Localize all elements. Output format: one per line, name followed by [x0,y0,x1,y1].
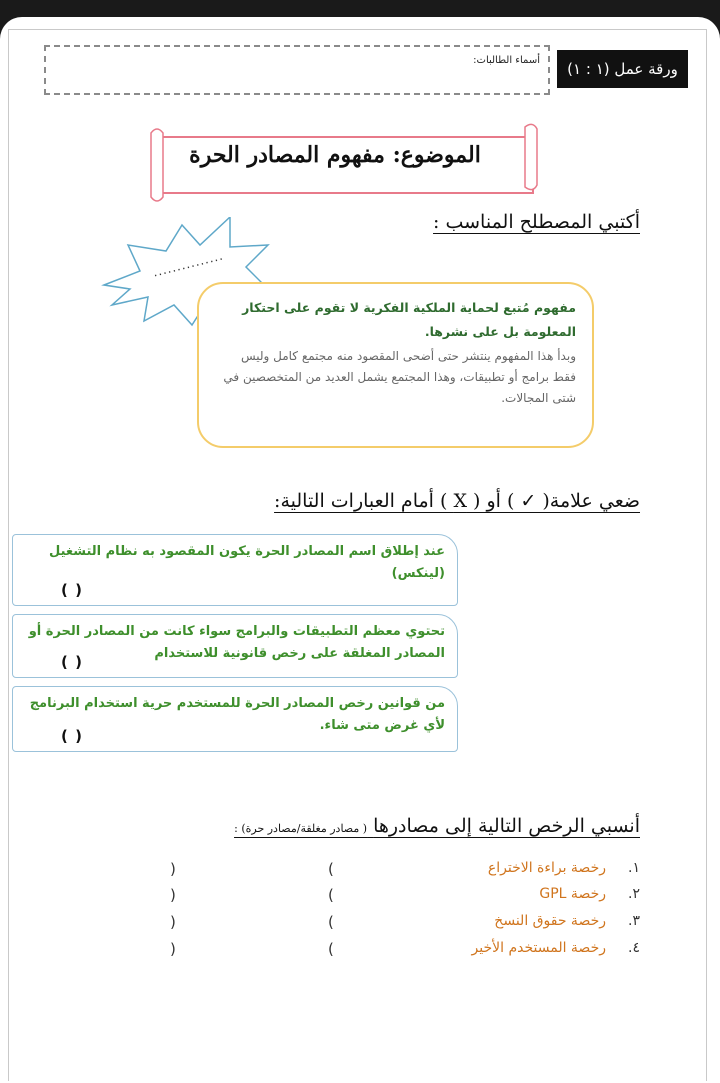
answer-blank: ............... [151,248,225,280]
license-name: رخصة براءة الاختراع [487,860,606,876]
license-number: ٤. [628,940,640,956]
answer-parentheses[interactable]: ( ) [61,727,83,745]
answer-paren-open[interactable]: ( [170,940,176,958]
page-title: الموضوع: مفهوم المصادر الحرة [189,142,481,168]
license-number: ٣. [628,913,640,929]
section3-heading [234,815,640,837]
answer-parentheses[interactable]: ( ) [61,581,83,599]
license-name: رخصة GPL [539,886,606,902]
license-name: رخصة المستخدم الأخير [471,940,606,956]
true-false-statement: من قوانين رخص المصادر الحرة للمستخدم حرية استخدام البرنامج لأي غرض متى شاء. [29,696,445,733]
section1-heading: أكتبي المصطلح المناسب : [433,211,640,233]
license-name: رخصة حقوق النسخ [494,913,606,929]
license-number: ١. [628,860,640,876]
true-false-statement: عند إطلاق اسم المصادر الحرة يكون المقصود به نظام التشغيل (لينكس) [49,544,445,581]
concept-definition-body: وبدأ هذا المفهوم ينتشر حتى أضحى المقصود منه مجتمع كامل وليس فقط برامج أو تطبيقات، وهذا المجتمع يشمل العديد من المتخصصين في شتى المجالات. [223,349,576,405]
section3-heading-main: أنسبي الرخص التالية إلى مصادرها [373,815,640,837]
worksheet-page [0,17,720,1083]
license-item [170,940,640,966]
license-item [170,860,640,886]
answer-paren-open[interactable]: ( [170,886,176,904]
answer-paren-close[interactable]: ) [328,940,334,958]
answer-paren-close[interactable]: ) [328,860,334,878]
true-false-item [12,686,458,752]
section3-heading-hint: ( مصادر مغلقة/مصادر حرة) : [234,822,368,835]
true-false-item [12,614,458,678]
answer-paren-open[interactable]: ( [170,860,176,878]
answer-paren-close[interactable]: ) [328,913,334,931]
student-names-label: أسماء الطالبات: [473,55,540,66]
answer-paren-open[interactable]: ( [170,913,176,931]
license-item [170,886,640,912]
answer-parentheses[interactable]: ( ) [61,653,83,671]
concept-definition-bold: مفهوم مُتبع لحماية الملكية الفكرية لا تقوم على احتكار المعلومة بل على نشرها. [242,300,576,339]
true-false-statement: تحتوي معظم التطبيقات والبرامج سواء كانت من المصادر الحرة أو المصادر المغلقة على رخص قانونية للاستخدام [28,624,445,661]
license-item [170,913,640,939]
answer-paren-close[interactable]: ) [328,886,334,904]
student-names-box[interactable] [44,45,550,95]
section2-heading: ضعي علامة( ✓ ) أو ( X ) أمام العبارات التالية: [274,490,640,512]
license-number: ٢. [628,886,640,902]
concept-definition-box [197,282,594,448]
worksheet-tag: ورقة عمل (١ : ١) [557,50,688,88]
true-false-item [12,534,458,606]
